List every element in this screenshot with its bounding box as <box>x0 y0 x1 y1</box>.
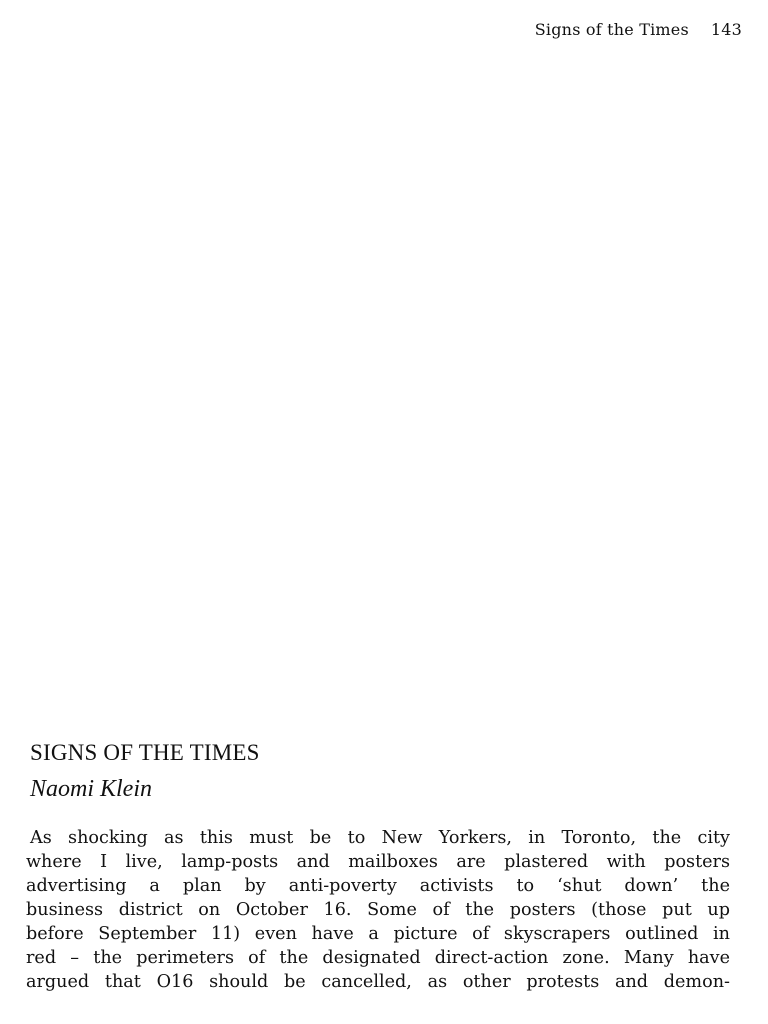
body-line: argued that O16 should be cancelled, as other protests and demon- <box>26 972 730 992</box>
running-head <box>535 20 742 39</box>
body-line: business district on October 16. Some of the posters (those put up <box>26 900 730 920</box>
body-line: before September 11) even have a picture of skyscrapers outlined in <box>26 924 730 944</box>
body-line: red – the perimeters of the designated direct-action zone. Many have <box>26 948 730 968</box>
article-body <box>26 826 730 994</box>
article-author: Naomi Klein <box>30 776 153 802</box>
body-line: where I live, lamp-posts and mailboxes are plastered with posters <box>26 852 730 872</box>
article-title: SIGNS OF THE TIMES <box>30 740 260 765</box>
body-line: advertising a plan by anti-poverty activists to ‘shut down’ the <box>26 876 730 896</box>
page-number: 143 <box>710 20 742 39</box>
running-head-title: Signs of the Times <box>534 20 689 39</box>
body-line: As shocking as this must be to New Yorkers, in Toronto, the city <box>30 828 730 848</box>
